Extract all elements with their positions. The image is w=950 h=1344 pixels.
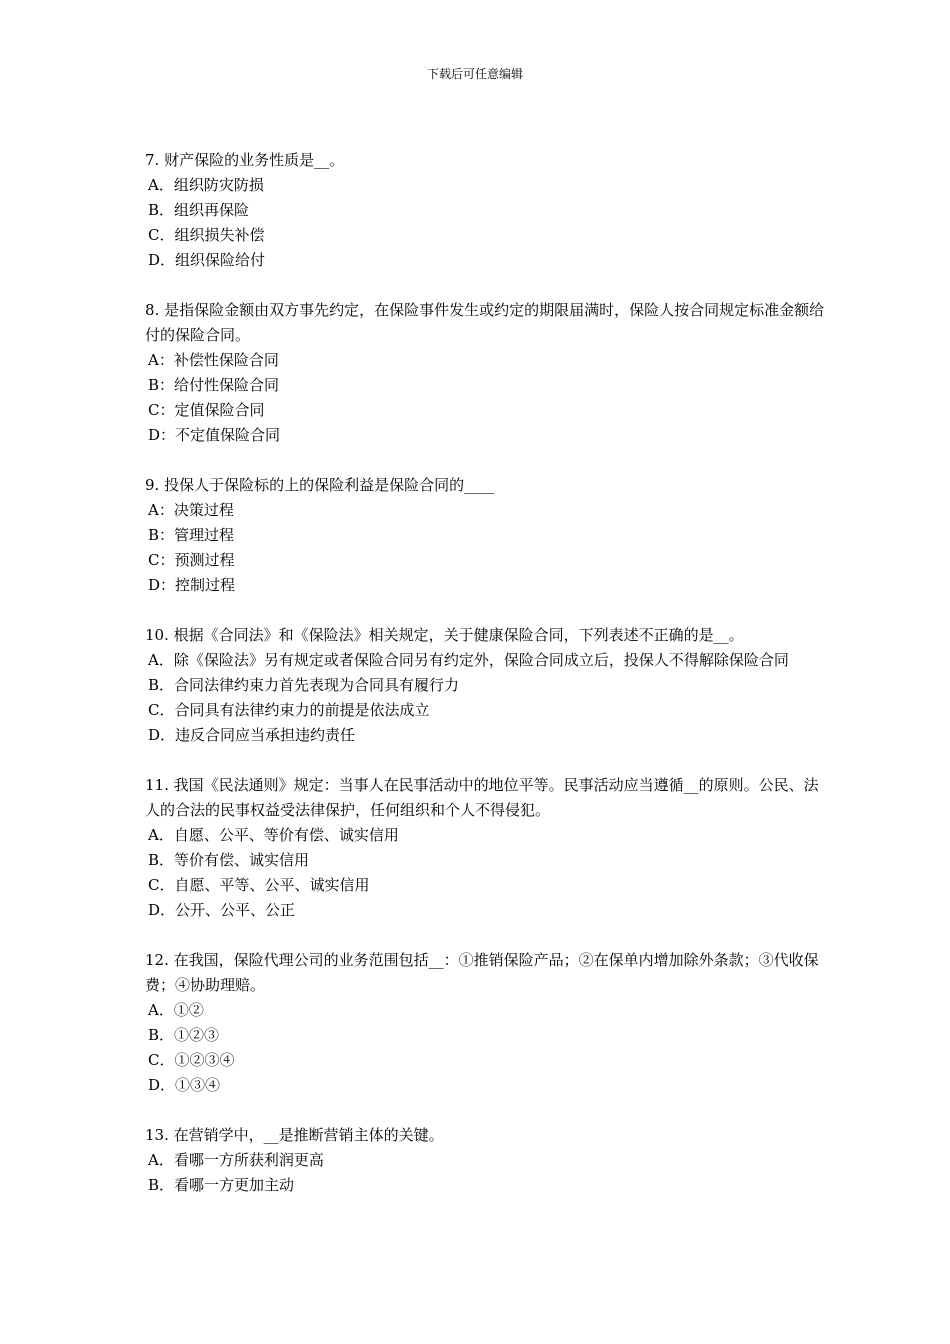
question-stem: 9. 投保人于保险标的上的保险利益是保险合同的____ [145,476,495,494]
question-11 [145,773,825,923]
option-c: C：预测过程 [148,551,235,569]
option-a: A．除《保险法》另有规定或者保险合同另有约定外，保险合同成立后，投保人不得解除保险合同 [148,651,789,669]
question-list [145,148,825,1198]
question-8 [145,298,825,448]
option-c: C：定值保险合同 [148,401,265,419]
option-a: A．看哪一方所获利润更高 [148,1151,324,1169]
option-b: B．①②③ [148,1026,220,1044]
question-10 [145,623,825,748]
option-b: B：给付性保险合同 [148,376,280,394]
question-stem: 13. 在营销学中，__是推断营销主体的关键。 [145,1126,444,1144]
option-b: B．合同法律约束力首先表现为合同具有履行力 [148,676,460,694]
option-d: D．组织保险给付 [148,251,266,269]
question-stem: 8. 是指保险金额由双方事先约定，在保险事件发生或约定的期限届满时，保险人按合同规定标准金额给付的保险合同。 [145,301,825,344]
page-header: 下载后可任意编辑 [426,67,523,81]
option-a: A：决策过程 [148,501,234,519]
option-d: D．违反合同应当承担违约责任 [148,726,356,744]
option-c: C．自愿、平等、公平、诚实信用 [148,876,370,894]
option-b: B．组织再保险 [148,201,250,219]
option-c: C．合同具有法律约束力的前提是依法成立 [148,701,430,719]
question-7 [145,148,825,273]
question-9 [145,473,825,598]
question-stem: 10. 根据《合同法》和《保险法》相关规定，关于健康保险合同，下列表述不正确的是__。 [145,626,744,644]
option-a: A．自愿、公平、等价有偿、诚实信用 [148,826,399,844]
option-b: B．看哪一方更加主动 [148,1176,295,1194]
option-a: A．组织防灾防损 [148,176,264,194]
option-c: C．组织损失补偿 [148,226,265,244]
option-c: C．①②③④ [148,1051,235,1069]
option-d: D．①③④ [148,1076,221,1094]
option-d: D：不定值保险合同 [148,426,281,444]
question-stem: 12. 在我国，保险代理公司的业务范围包括__：①推销保险产品；②在保单内增加除外条款；③代收保费；④协助理赔。 [145,951,819,994]
question-12 [145,948,825,1098]
option-a: A．①② [148,1001,204,1019]
option-a: A：补偿性保险合同 [148,351,279,369]
option-b: B．等价有偿、诚实信用 [148,851,310,869]
option-b: B：管理过程 [148,526,235,544]
question-stem: 11. 我国《民法通则》规定：当事人在民事活动中的地位平等。民事活动应当遵循__的原则。公民、法人的合法的民事权益受法律保护，任何组织和个人不得侵犯。 [145,776,819,819]
option-d: D．公开、公平、公正 [148,901,296,919]
question-13 [145,1123,825,1198]
question-stem: 7. 财产保险的业务性质是__。 [145,151,345,169]
option-d: D：控制过程 [148,576,236,594]
